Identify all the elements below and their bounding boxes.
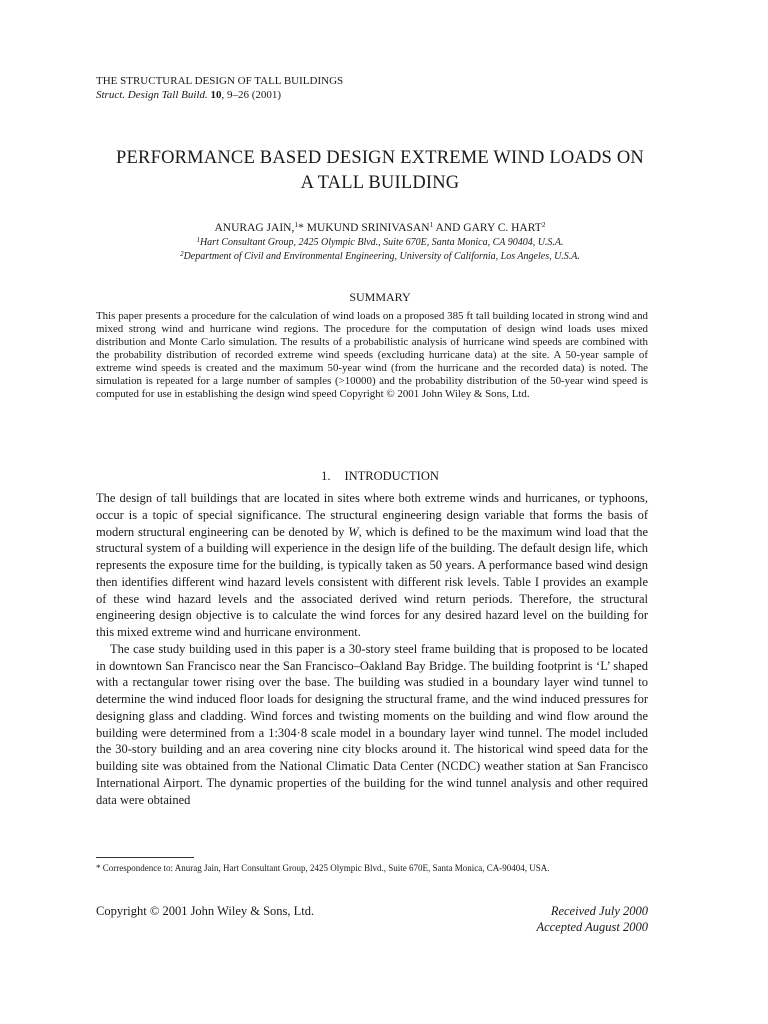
summary-heading: SUMMARY	[349, 290, 411, 304]
journal-citation	[96, 88, 656, 102]
affiliation-2-text: Department of Civil and Environmental Engineering, University of California, Los Angeles, U.S.A.	[183, 251, 580, 262]
author-3-affil-marker: 2	[541, 220, 546, 229]
journal-volume: 10	[210, 89, 222, 101]
accepted-date: Accepted August 2000	[536, 920, 648, 934]
paper-title	[80, 146, 680, 196]
author-list	[80, 221, 680, 235]
section-heading-introduction	[80, 468, 680, 484]
journal-abbrev: Struct. Design Tall Build.	[96, 89, 208, 101]
intro-paragraph-1	[96, 490, 648, 641]
correspondence-footnote: * Correspondence to: Anurag Jain, Hart Consultant Group, 2425 Olympic Blvd., Suite 670E, Santa Monica, CA-90404, USA.	[96, 863, 550, 873]
author-1: ANURAG JAIN,	[214, 222, 295, 234]
journal-name: THE STRUCTURAL DESIGN OF TALL BUILDINGS	[96, 75, 344, 87]
footnote-divider	[96, 857, 194, 858]
intro-p1-part-a: The design of tall buildings that are located in sites where both extreme winds and hurricanes, or typhoons, occur is a topic of special significance. The structural engineering design variable that forms the basis of modern structural engineering can be denoted by	[96, 491, 648, 539]
affiliation-1	[80, 236, 680, 249]
affiliation-1-text: Hart Consultant Group, 2425 Olympic Blvd., Suite 670E, Santa Monica, CA 90404, U.S.A.	[199, 237, 564, 248]
author-2: MUKUND SRINIVASAN	[303, 222, 430, 234]
correspondence-marker: *	[298, 222, 304, 234]
summary-text: This paper presents a procedure for the calculation of wind loads on a proposed 385 ft tall building located in strong wind and mixed strong wind and hurricane wind regions. The procedure for the computation of design wind loads uses mixed distribution and Monte Carlo simulation. The results of a probabilistic analysis of hurricane wind speeds are combined with the probability distribution of recorded extreme wind speeds (excluding hurricane data) at the site. A 50-year sample of extreme wind speeds is created and the maximum 50-year wind (from the hurricane and the recorded data) is noted. The simulation is repeated for a large number of samples (>10000) and the probability distribution of the 50-year wind speed is computed for use in establishing the design wind speed Copyright © 2001 John Wiley & Sons, Ltd.	[96, 310, 648, 401]
variable-w: W	[348, 524, 359, 539]
copyright-notice: Copyright © 2001 John Wiley & Sons, Ltd.	[96, 904, 315, 918]
author-2-affil-marker: 1	[429, 220, 434, 229]
affiliation-2	[80, 250, 680, 263]
received-date: Received July 2000	[550, 904, 648, 918]
title-line-2: A TALL BUILDING	[300, 173, 460, 193]
section-title: INTRODUCTION	[344, 469, 439, 483]
journal-pages-year: , 9–26 (2001)	[221, 89, 282, 101]
title-line-1: PERFORMANCE BASED DESIGN EXTREME WIND LOADS ON	[116, 148, 644, 168]
section-number: 1.	[321, 469, 331, 483]
journal-header	[96, 74, 656, 102]
intro-p1-part-b: , which is defined to be the maximum wind load that the structural system of a building will experience in the design life of the building. The default design life, which represents the exposure time for the building, is typically taken as 50 years. A performance based wind design then identifies different wind hazard levels consistent with different risk levels. Table I provides an example of these wind hazard levels and the associated derived wind return periods. Therefore, the structural engineering design objective is to calculate the wind forces for any desired hazard level on the building for this mixed extreme wind and hurricane environment.	[96, 524, 648, 639]
affiliation-1-marker: 1	[196, 236, 200, 244]
introduction-body	[96, 490, 648, 808]
author-3: AND GARY C. HART	[433, 222, 542, 234]
intro-paragraph-2: The case study building used in this paper is a 30-story steel frame building that is proposed to be located in downtown San Francisco near the San Francisco–Oakland Bay Bridge. The building footprint is ‘L’ shaped with a rectangular tower rising over the base. The building was studied in a boundary layer wind tunnel to determine the wind induced floor loads for designing the structural frame, and the wind induced pressures for designing glass and cladding. Wind forces and twisting moments on the building and wind flow around the building were determined from a 1:304·8 scale model in a boundary layer wind tunnel. The model included the 30-story building and an area covering nine city blocks around it. The historical wind speed data for the building site was obtained from the National Climatic Data Center (NCDC) weather station at San Francisco International Airport. The dynamic properties of the building for the wind tunnel analysis and other required data were obtained	[96, 641, 648, 807]
affiliation-2-marker: 2	[180, 250, 184, 258]
submission-dates	[440, 903, 648, 935]
author-1-affil-marker: 1	[294, 220, 299, 229]
